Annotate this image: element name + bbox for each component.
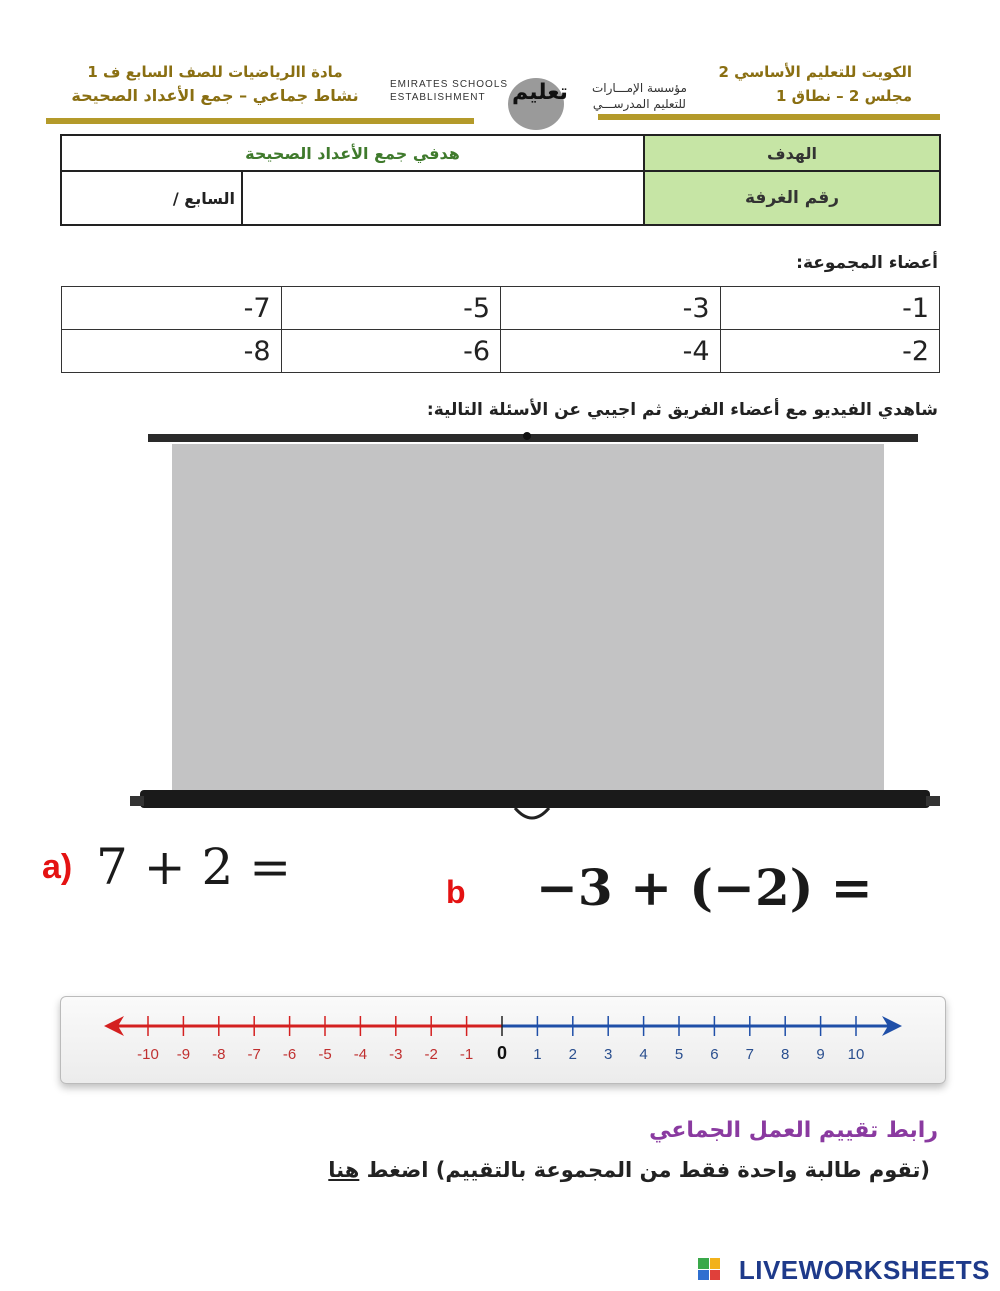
number-line-label: 1: [533, 1046, 542, 1063]
evaluation-instruction: (تقوم طالبة واحدة فقط من المجموعة بالتقييم) اضغط: [366, 1158, 930, 1182]
question-a-expression: 7 + 2 =: [96, 838, 292, 896]
header-subject: مادة االرياضيات للصف السابع ف 1: [87, 63, 343, 81]
number-line-label: 9: [816, 1046, 825, 1063]
video-player-area[interactable]: [172, 444, 884, 790]
question-b-expression: −3 + (−2) =: [536, 858, 873, 917]
member-2[interactable]: -2: [720, 330, 940, 373]
member-6[interactable]: -6: [281, 330, 501, 373]
member-5[interactable]: -5: [281, 287, 501, 330]
header-rule-left: [46, 118, 474, 124]
member-7[interactable]: -7: [62, 287, 282, 330]
number-line-label: -10: [137, 1046, 159, 1063]
question-b-label: b: [446, 874, 466, 910]
number-line-label: 6: [710, 1046, 719, 1063]
members-label: أعضاء المجموعة:: [796, 253, 938, 273]
header-rule-right: [598, 114, 940, 120]
number-line-label: -9: [176, 1046, 191, 1063]
number-line-label: -2: [424, 1046, 438, 1063]
info-table: [60, 134, 941, 226]
number-line-label: -3: [389, 1046, 403, 1063]
screen-hook-top: [523, 432, 531, 440]
taleem-logo-text: تعليم: [512, 80, 568, 105]
question-a-label: a): [42, 848, 73, 886]
number-line-label: -6: [282, 1046, 297, 1063]
org-english-name: EMIRATES SCHOOLS ESTABLISHMENT: [390, 79, 509, 103]
liveworksheets-logo-icon: [698, 1258, 720, 1280]
member-4[interactable]: -4: [501, 330, 721, 373]
header-school: الكويت للتعليم الأساسي 2: [718, 63, 912, 81]
number-line-label: 10: [847, 1046, 865, 1063]
number-line-label: -4: [353, 1046, 368, 1063]
org-arabic-name: مؤسسة الإمـــارات للتعليم المدرســـي: [592, 81, 687, 111]
number-line: [60, 996, 944, 1082]
screen-pull-handle[interactable]: [515, 808, 549, 818]
room-label: رقم الغرفة: [644, 171, 940, 225]
evaluation-link[interactable]: هنا: [328, 1158, 360, 1182]
evaluation-description: [328, 1158, 930, 1182]
number-line-label: 3: [604, 1046, 613, 1063]
member-8[interactable]: -8: [62, 330, 282, 373]
number-line-label: 8: [781, 1046, 790, 1063]
number-line-label: 5: [674, 1046, 684, 1063]
number-line-label: -1: [459, 1046, 474, 1063]
number-line-label: 4: [639, 1046, 648, 1063]
grade-value: السابع /: [61, 171, 242, 225]
number-line-label: 0: [496, 1043, 508, 1063]
number-line-label: -8: [212, 1046, 226, 1063]
member-1[interactable]: -1: [720, 287, 940, 330]
screen-top-bar: [148, 434, 918, 442]
liveworksheets-brand: LIVEWORKSHEETS: [738, 1255, 990, 1285]
members-table: [61, 286, 940, 373]
video-screen[interactable]: [120, 428, 940, 828]
screen-bottom-bar: [140, 790, 930, 808]
header-left-block: [60, 60, 370, 108]
number-line-label: 2: [568, 1046, 577, 1063]
number-line-label: 7: [745, 1046, 754, 1063]
number-line-label: -5: [318, 1046, 332, 1063]
header-activity: نشاط جماعي – جمع الأعداد الصحيحة: [71, 86, 359, 105]
instruction-text: شاهدي الفيديو مع أعضاء الفريق ثم اجيبي عن الأسئلة التالية:: [426, 400, 938, 420]
goal-label: الهدف: [644, 135, 940, 171]
room-number-field[interactable]: [242, 171, 644, 225]
header-right-block: [719, 60, 913, 108]
goal-value: هدفي جمع الأعداد الصحيحة: [61, 135, 644, 171]
number-line-label: -7: [247, 1046, 261, 1063]
member-3[interactable]: -3: [501, 287, 721, 330]
evaluation-title: رابط تقييم العمل الجماعي: [649, 1118, 938, 1143]
header-council: مجلس 2 – نطاق 1: [776, 87, 912, 105]
